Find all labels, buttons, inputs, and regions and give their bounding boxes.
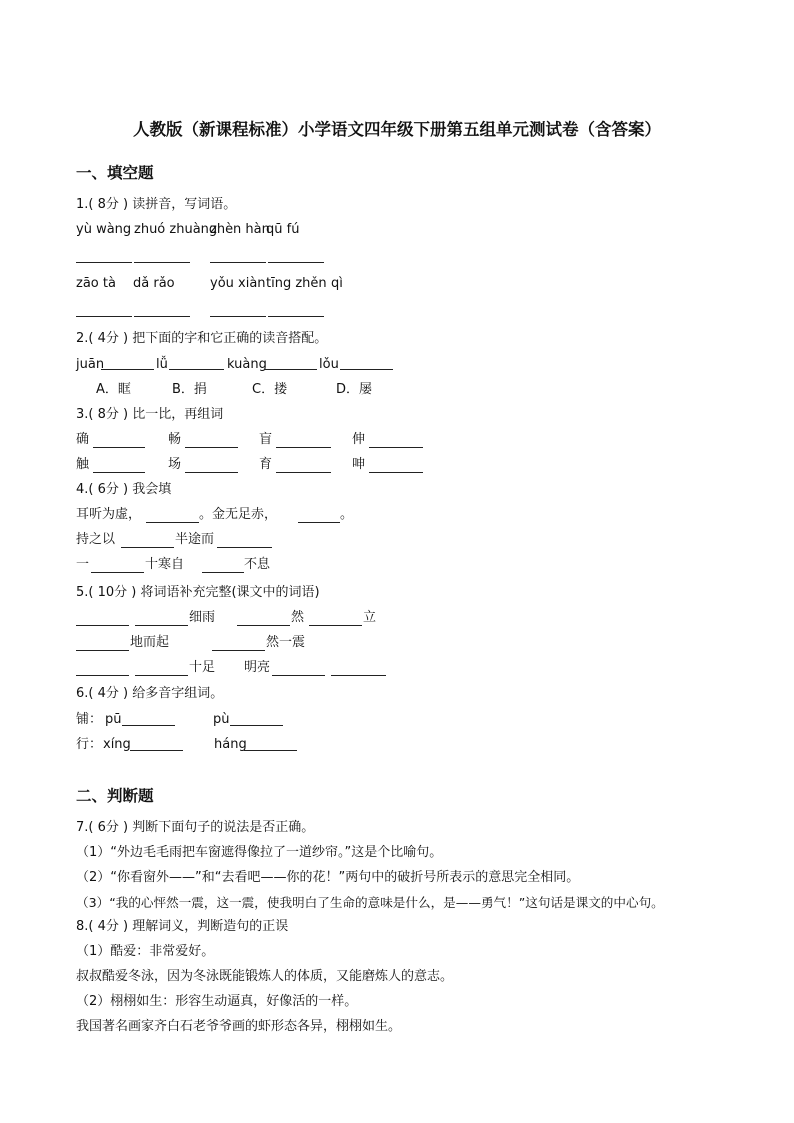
answer-blank[interactable] [237,625,290,626]
page-title: 人教版（新课程标准）小学语文四年级下册第五组单元测试卷（含答案） [133,120,661,139]
q3-char: 场 [168,457,182,472]
q4-text: 持之以 [76,532,116,547]
q3-char: 畅 [168,432,182,447]
q6-reading: pù [213,712,230,727]
question-1-label: 1.( 8分 ) 读拼音，写词语。 [76,197,237,212]
answer-blank[interactable] [276,472,331,473]
answer-blank[interactable] [185,447,238,448]
answer-blank[interactable] [369,472,423,473]
q1-pinyin-5: zāo tà [76,276,116,291]
q2-reading-2: lǚ [156,357,168,372]
answer-blank[interactable] [268,316,324,317]
q8-line-3: （2）栩栩如生：形容生动逼真，好像活的一样。 [76,994,358,1009]
answer-blank[interactable] [272,675,325,676]
q1-pinyin-6: dǎ rǎo [133,276,175,291]
q4-text: 。 [340,507,354,522]
q2-reading-1: juān [76,357,105,372]
answer-blank[interactable] [212,650,265,651]
q7-item-3: （3）“我的心怦然一震，这一震，使我明白了生命的意味是什么，是——勇气！”这句话是课文的中心句。 [76,895,664,910]
answer-blank[interactable] [276,447,331,448]
q3-char: 确 [76,432,90,447]
answer-blank[interactable] [210,262,266,263]
answer-blank[interactable] [135,675,188,676]
question-8-label: 8.( 4分 ) 理解词义，判断造句的正误 [76,919,289,934]
q8-line-2: 叔叔酷爱冬泳，因为冬泳既能锻炼人的体质，又能磨炼人的意志。 [76,969,454,984]
q4-text: 不息 [244,557,271,572]
answer-blank[interactable] [217,547,272,548]
answer-blank[interactable] [264,369,317,370]
q2-option-b: B．捐 [172,382,207,397]
answer-blank[interactable] [76,262,132,263]
q6-char-xing: 行： [76,737,103,752]
q1-pinyin-4: qū fú [266,222,300,237]
answer-blank[interactable] [101,369,154,370]
q2-reading-4: lǒu [319,357,339,372]
q2-option-d: D．屡 [336,382,373,397]
answer-blank[interactable] [76,675,129,676]
answer-blank[interactable] [134,316,190,317]
q3-char: 育 [259,457,273,472]
answer-blank[interactable] [91,572,144,573]
q3-char: 呻 [352,457,366,472]
answer-blank[interactable] [135,625,188,626]
q8-line-4: 我国著名画家齐白石老爷爷画的虾形态各异，栩栩如生。 [76,1019,402,1034]
q3-char: 伸 [352,432,366,447]
question-7-label: 7.( 6分 ) 判断下面句子的说法是否正确。 [76,820,315,835]
answer-blank[interactable] [298,522,340,523]
q5-word: 细雨 [189,610,216,625]
question-2-label: 2.( 4分 ) 把下面的字和它正确的读音搭配。 [76,331,328,346]
q1-pinyin-9: qì [331,276,343,291]
q6-reading: háng [214,737,247,752]
answer-blank[interactable] [76,650,129,651]
answer-blank[interactable] [230,725,283,726]
answer-blank[interactable] [169,369,224,370]
answer-blank[interactable] [340,369,393,370]
q2-option-c: C．搂 [252,382,288,397]
q8-line-1: （1）酷爱：非常爱好。 [76,944,215,959]
answer-blank[interactable] [331,675,386,676]
answer-blank[interactable] [210,316,266,317]
answer-blank[interactable] [122,725,175,726]
section-heading-fill-in: 一、填空题 [76,164,154,182]
answer-blank[interactable] [309,625,362,626]
q4-text: 一 [76,557,90,572]
q5-word: 然 [291,610,305,625]
q5-word: 立 [363,610,377,625]
q5-word: 明亮 [244,660,271,675]
q2-reading-3: kuàng [227,357,267,372]
q6-reading: xíng [103,737,131,752]
q3-char: 盲 [259,432,273,447]
answer-blank[interactable] [134,262,190,263]
answer-blank[interactable] [146,522,199,523]
q1-pinyin-8: tīng zhěn [266,276,327,291]
answer-blank[interactable] [202,572,244,573]
q1-pinyin-7: yǒu xiàn [210,276,266,291]
q1-pinyin-3: zhèn hàn [210,222,270,237]
question-3-label: 3.( 8分 ) 比一比，再组词 [76,407,224,422]
q5-word: 然一震 [266,635,306,650]
q3-char: 触 [76,457,90,472]
question-5-label: 5.( 10分 ) 将词语补充完整(课文中的词语) [76,585,320,600]
answer-blank[interactable] [130,750,183,751]
q4-text: 耳听为虚， [76,507,142,522]
question-6-label: 6.( 4分 ) 给多音字组词。 [76,686,224,701]
q5-word: 地而起 [130,635,170,650]
answer-blank[interactable] [76,316,132,317]
q5-word: 十足 [189,660,216,675]
answer-blank[interactable] [369,447,423,448]
answer-blank[interactable] [185,472,238,473]
q7-item-1: （1）“外边毛毛雨把车窗遮得像拉了一道纱帘。”这是个比喻句。 [76,845,443,860]
q4-text: 十寒自 [145,557,185,572]
answer-blank[interactable] [76,625,129,626]
q6-char-pu: 铺： [76,712,103,727]
answer-blank[interactable] [121,547,174,548]
answer-blank[interactable] [93,447,145,448]
q4-text: 。金无足赤， [199,507,278,522]
q7-item-2: （2）“你看窗外——”和“去看吧——你的花！”两句中的破折号所表示的意思完全相同。 [76,870,580,885]
q1-pinyin-2: zhuó zhuàng [134,222,218,237]
q6-reading: pū [105,712,122,727]
question-4-label: 4.( 6分 ) 我会填 [76,482,172,497]
q1-pinyin-1: yù wàng [76,222,132,237]
section-heading-true-false: 二、判断题 [76,787,154,805]
answer-blank[interactable] [93,472,145,473]
q4-text: 半途而 [175,532,215,547]
answer-blank[interactable] [268,262,324,263]
q2-option-a: A．眶 [96,382,131,397]
answer-blank[interactable] [244,750,297,751]
